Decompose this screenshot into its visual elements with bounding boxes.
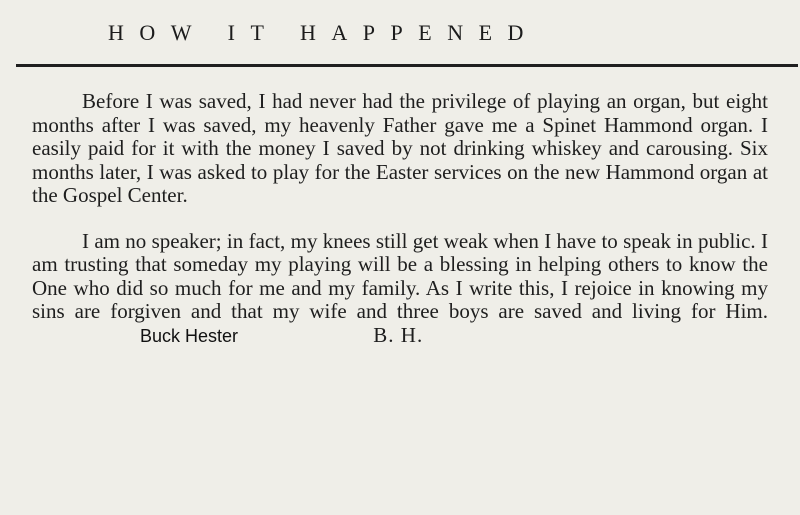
- paragraph-2: [32, 230, 768, 349]
- header-divider: [16, 64, 798, 67]
- article-header: [0, 14, 800, 54]
- paragraph-2-text: I am no speaker; in fact, my knees still get weak when I have to speak in public. I am trusting that someday my playing will be a blessing in helping others to know the One who did so much for me and my family. As I write this, I rejoice in knowing my sins are forgiven and that my wife and three boys are saved and living for Him.: [32, 228, 768, 323]
- author-initials: B. H.: [373, 322, 424, 347]
- author-name-label: Buck Hester: [140, 325, 239, 346]
- paragraph-1: Before I was saved, I had never had the privilege of playing an organ, but eight months after I was saved, my heavenly Father gave me a Spinet Hammond organ. I easily paid for it with the money I saved by not drinking whiskey and carousing. Six months later, I was asked to play for the Easter services on the new Hammond organ at the Gospel Center.: [32, 89, 768, 207]
- article-body: [32, 90, 768, 348]
- section-title: HOW IT HAPPENED: [108, 20, 539, 45]
